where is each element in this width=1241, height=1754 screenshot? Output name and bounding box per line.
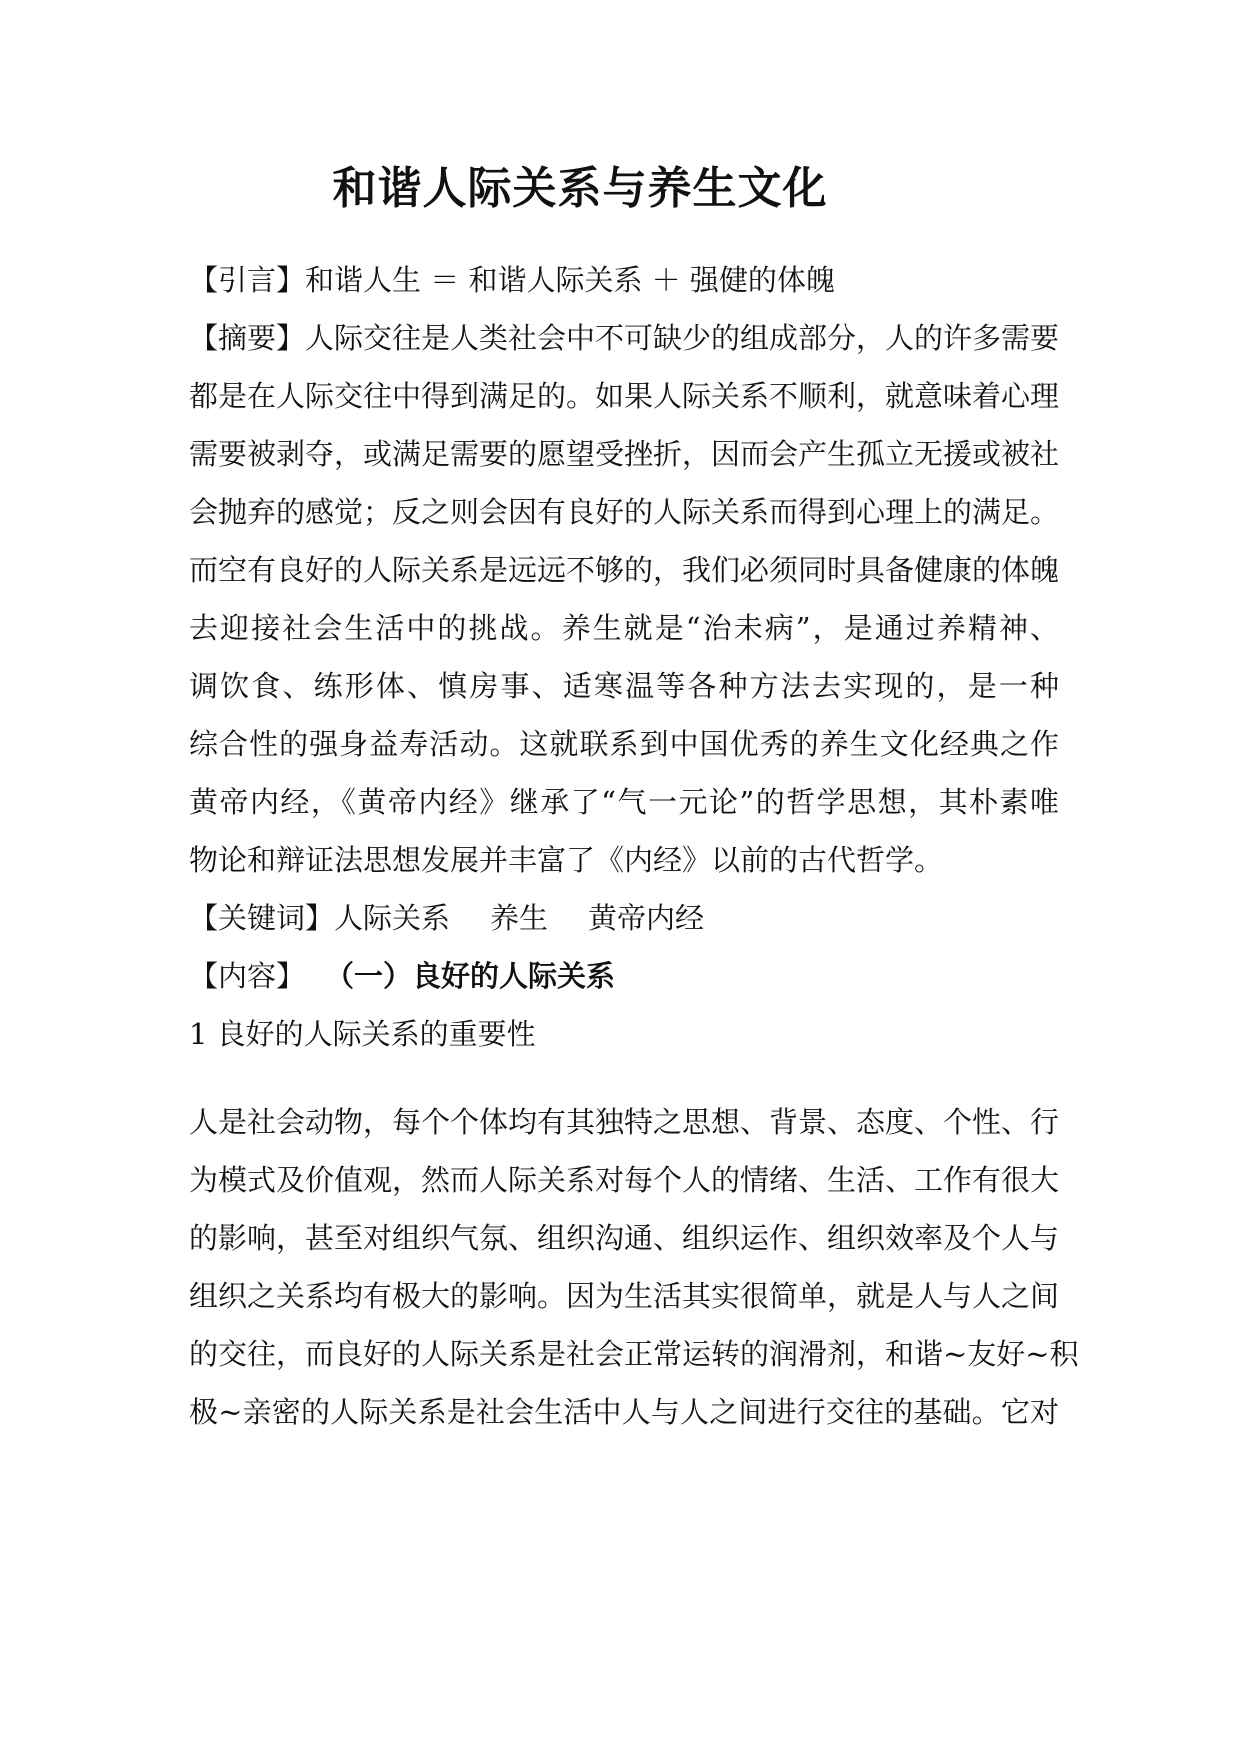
abstract-line: 综合性的强身益寿活动。这就联系到中国优秀的养生文化经典之作: [189, 727, 1059, 761]
abstract-line: 都是在人际交往中得到满足的。如果人际关系不顺利，就意味着心理: [189, 379, 1060, 413]
body-line: 的影响，甚至对组织气氛、组织沟通、组织运作、组织效率及个人与: [189, 1221, 1060, 1255]
intro-paragraph: [189, 260, 1059, 300]
body-line: 组织之关系均有极大的影响。因为生活其实很简单，就是人与人之间: [189, 1279, 1060, 1313]
abstract-line: 物论和辩证法思想发展并丰富了《内经》以前的古代哲学。: [189, 843, 944, 877]
section-heading: （一）良好的人际关系: [325, 959, 616, 993]
keyword: 黄帝内经: [588, 901, 705, 935]
keyword: 人际关系: [334, 901, 451, 935]
document-title: 和谐人际关系与养生文化: [332, 163, 828, 214]
abstract-line: 【摘要】人际交往是人类社会中不可缺少的组成部分，人的许多需要: [189, 321, 1060, 355]
abstract-line: 需要被剥夺，或满足需要的愿望受挫折，因而会产生孤立无援或被社: [189, 437, 1060, 471]
body-line: 的交往，而良好的人际关系是社会正常运转的润滑剂，和谐~友好~积: [189, 1337, 1079, 1371]
abstract-line: 会抛弃的感觉；反之则会因有良好的人际关系而得到心理上的满足。: [189, 495, 1060, 529]
body-line: 为模式及价值观，然而人际关系对每个人的情绪、生活、工作有很大: [189, 1163, 1060, 1197]
keywords-label: 【关键词】: [189, 901, 335, 935]
intro-label: 【引言】: [189, 263, 306, 297]
abstract-label: 【摘要】: [189, 321, 306, 355]
body-line: 人是社会动物，每个个体均有其独特之思想、背景、态度、个性、行: [189, 1105, 1060, 1139]
abstract-line: 去迎接社会生活中的挑战。养生就是“治未病”，是通过养精神、: [189, 611, 1059, 645]
content-label: 【内容】: [189, 959, 306, 993]
abstract-line: 调饮食、练形体、慎房事、适寒温等各种方法去实现的，是一种: [189, 669, 1059, 703]
subsection-heading: 1 良好的人际关系的重要性: [189, 1017, 536, 1051]
content-heading: [189, 956, 1059, 996]
body-line: 极~亲密的人际关系是社会生活中人与人之间进行交往的基础。它对: [189, 1395, 1059, 1429]
keyword: 养生: [490, 901, 549, 935]
keywords-paragraph: [189, 898, 1059, 938]
abstract-line: 黄帝内经，《黄帝内经》继承了“气一元论”的哲学思想，其朴素唯: [189, 785, 1059, 819]
abstract-line: 而空有良好的人际关系是远远不够的，我们必须同时具备健康的体魄: [189, 553, 1060, 587]
intro-text: 和谐人生 ＝ 和谐人际关系 ＋ 强健的体魄: [305, 263, 835, 297]
